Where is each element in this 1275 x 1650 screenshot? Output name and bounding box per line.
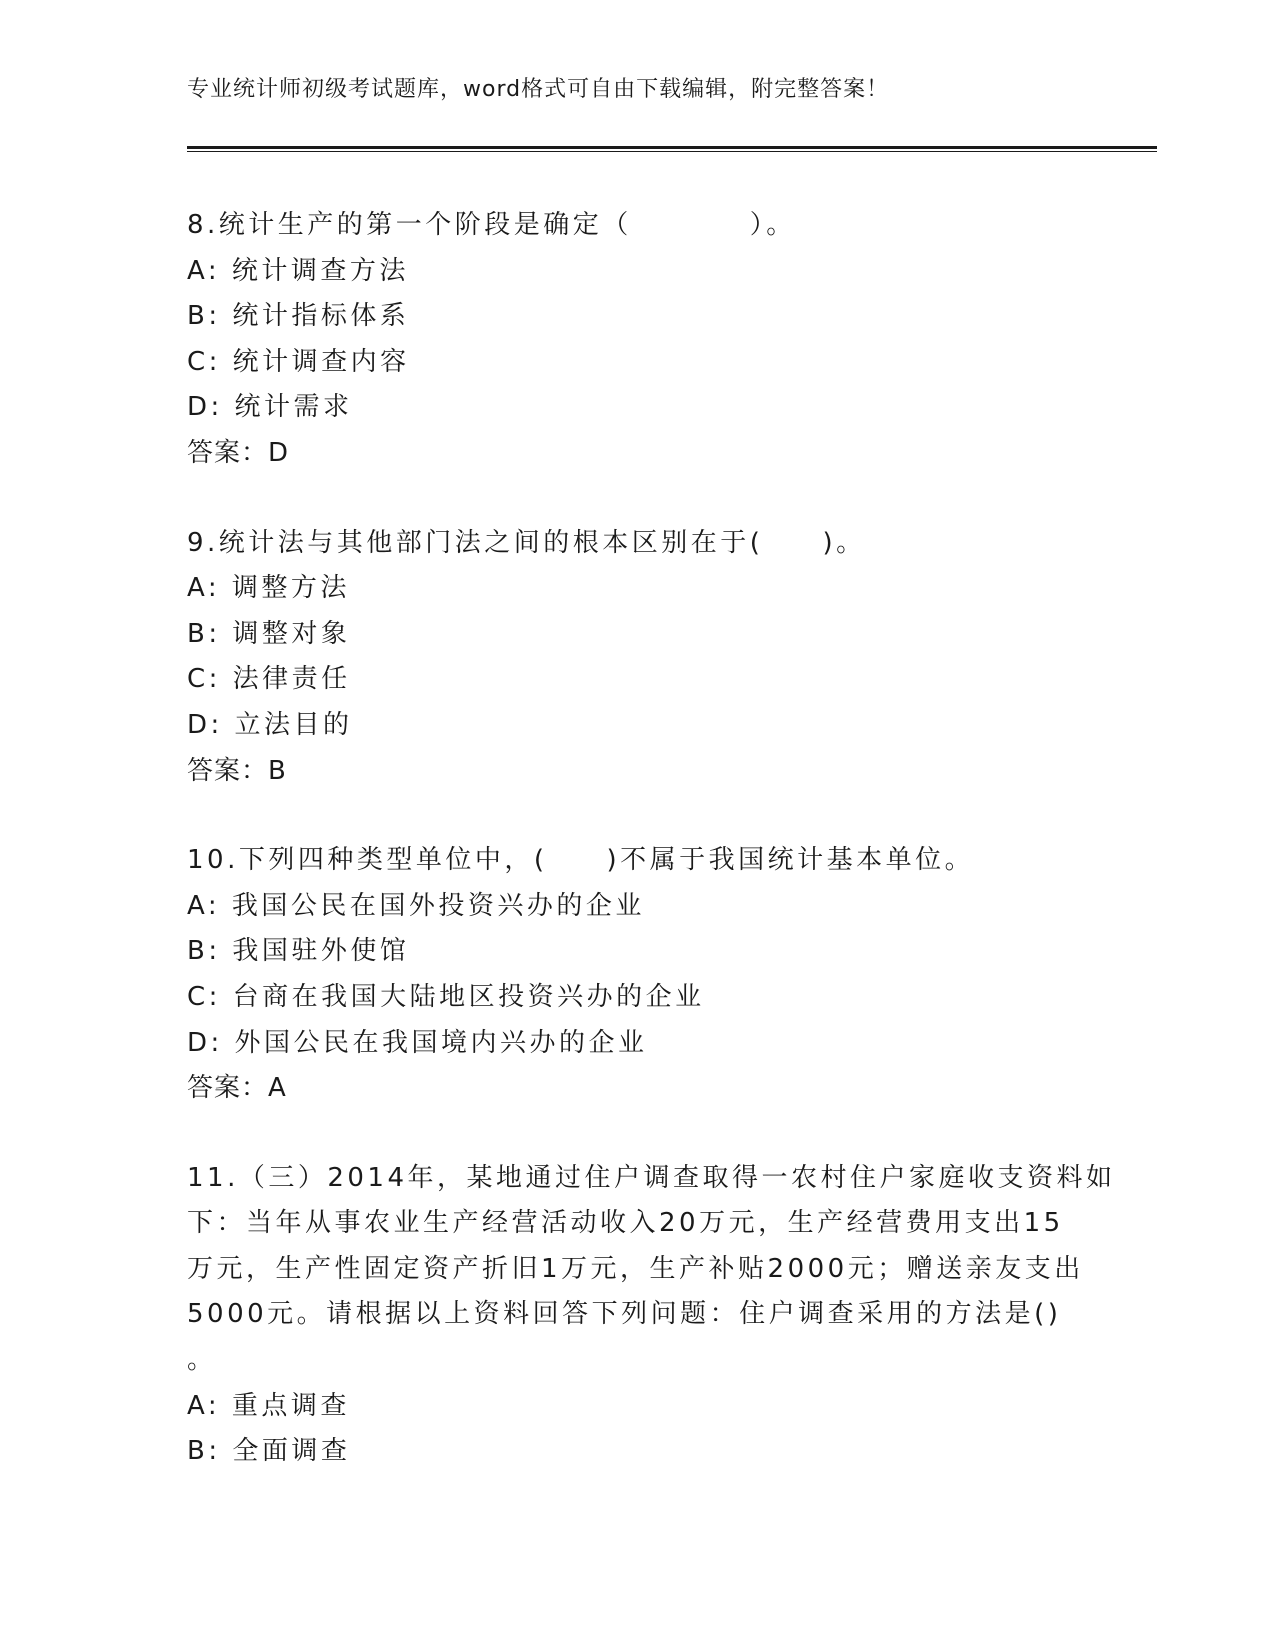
option-a: A: 我国公民在国外投资兴办的企业 bbox=[187, 890, 645, 921]
question-stem: 10.下列四种类型单位中，( )不属于我国统计基本单位。 bbox=[187, 845, 975, 876]
option-a: A: 重点调查 bbox=[187, 1390, 350, 1421]
question-stem-line: 万元，生产性固定资产折旧1万元，生产补贴2000元；赠送亲友支出 bbox=[187, 1253, 1084, 1284]
question-10 bbox=[187, 838, 1087, 1112]
question-stem-line: 11.（三）2014年，某地通过住户调查取得一农村住户家庭收支资料如 bbox=[187, 1162, 1116, 1193]
question-stem-line: 5000元。请根据以上资料回答下列问题：住户调查采用的方法是() bbox=[187, 1299, 1062, 1330]
header-rule-thick bbox=[187, 146, 1157, 149]
option-c: C: 法律责任 bbox=[187, 664, 351, 695]
option-b: B: 我国驻外使馆 bbox=[187, 936, 410, 967]
question-stem: 9.统计法与其他部门法之间的根本区别在于( )。 bbox=[187, 527, 866, 558]
question-11 bbox=[187, 1156, 1116, 1475]
option-b: B: 全面调查 bbox=[187, 1436, 351, 1467]
option-c: C: 统计调查内容 bbox=[187, 346, 410, 377]
option-c: C: 台商在我国大陆地区投资兴办的企业 bbox=[187, 981, 705, 1012]
option-d: D: 外国公民在我国境内兴办的企业 bbox=[187, 1027, 648, 1058]
question-stem-line: 下：当年从事农业生产经营活动收入20万元，生产经营费用支出15 bbox=[187, 1208, 1064, 1239]
option-b: B: 统计指标体系 bbox=[187, 301, 410, 332]
answer-line: 答案：A bbox=[187, 1073, 287, 1104]
option-b: B: 调整对象 bbox=[187, 618, 351, 649]
page-header-text: 专业统计师初级考试题库，word格式可自由下载编辑，附完整答案！ bbox=[187, 77, 890, 102]
option-a: A: 统计调查方法 bbox=[187, 255, 409, 286]
question-9 bbox=[187, 521, 1087, 795]
option-d: D: 统计需求 bbox=[187, 392, 353, 423]
question-stem-line: 。 bbox=[187, 1345, 217, 1376]
option-a: A: 调整方法 bbox=[187, 573, 350, 604]
answer-line: 答案：D bbox=[187, 437, 290, 468]
question-8 bbox=[187, 203, 1087, 477]
header-rule-thin bbox=[187, 151, 1157, 152]
answer-line: 答案：B bbox=[187, 755, 287, 786]
option-d: D: 立法目的 bbox=[187, 709, 353, 740]
question-stem: 8.统计生产的第一个阶段是确定（ ）。 bbox=[187, 210, 796, 240]
question-list bbox=[187, 203, 1116, 1519]
